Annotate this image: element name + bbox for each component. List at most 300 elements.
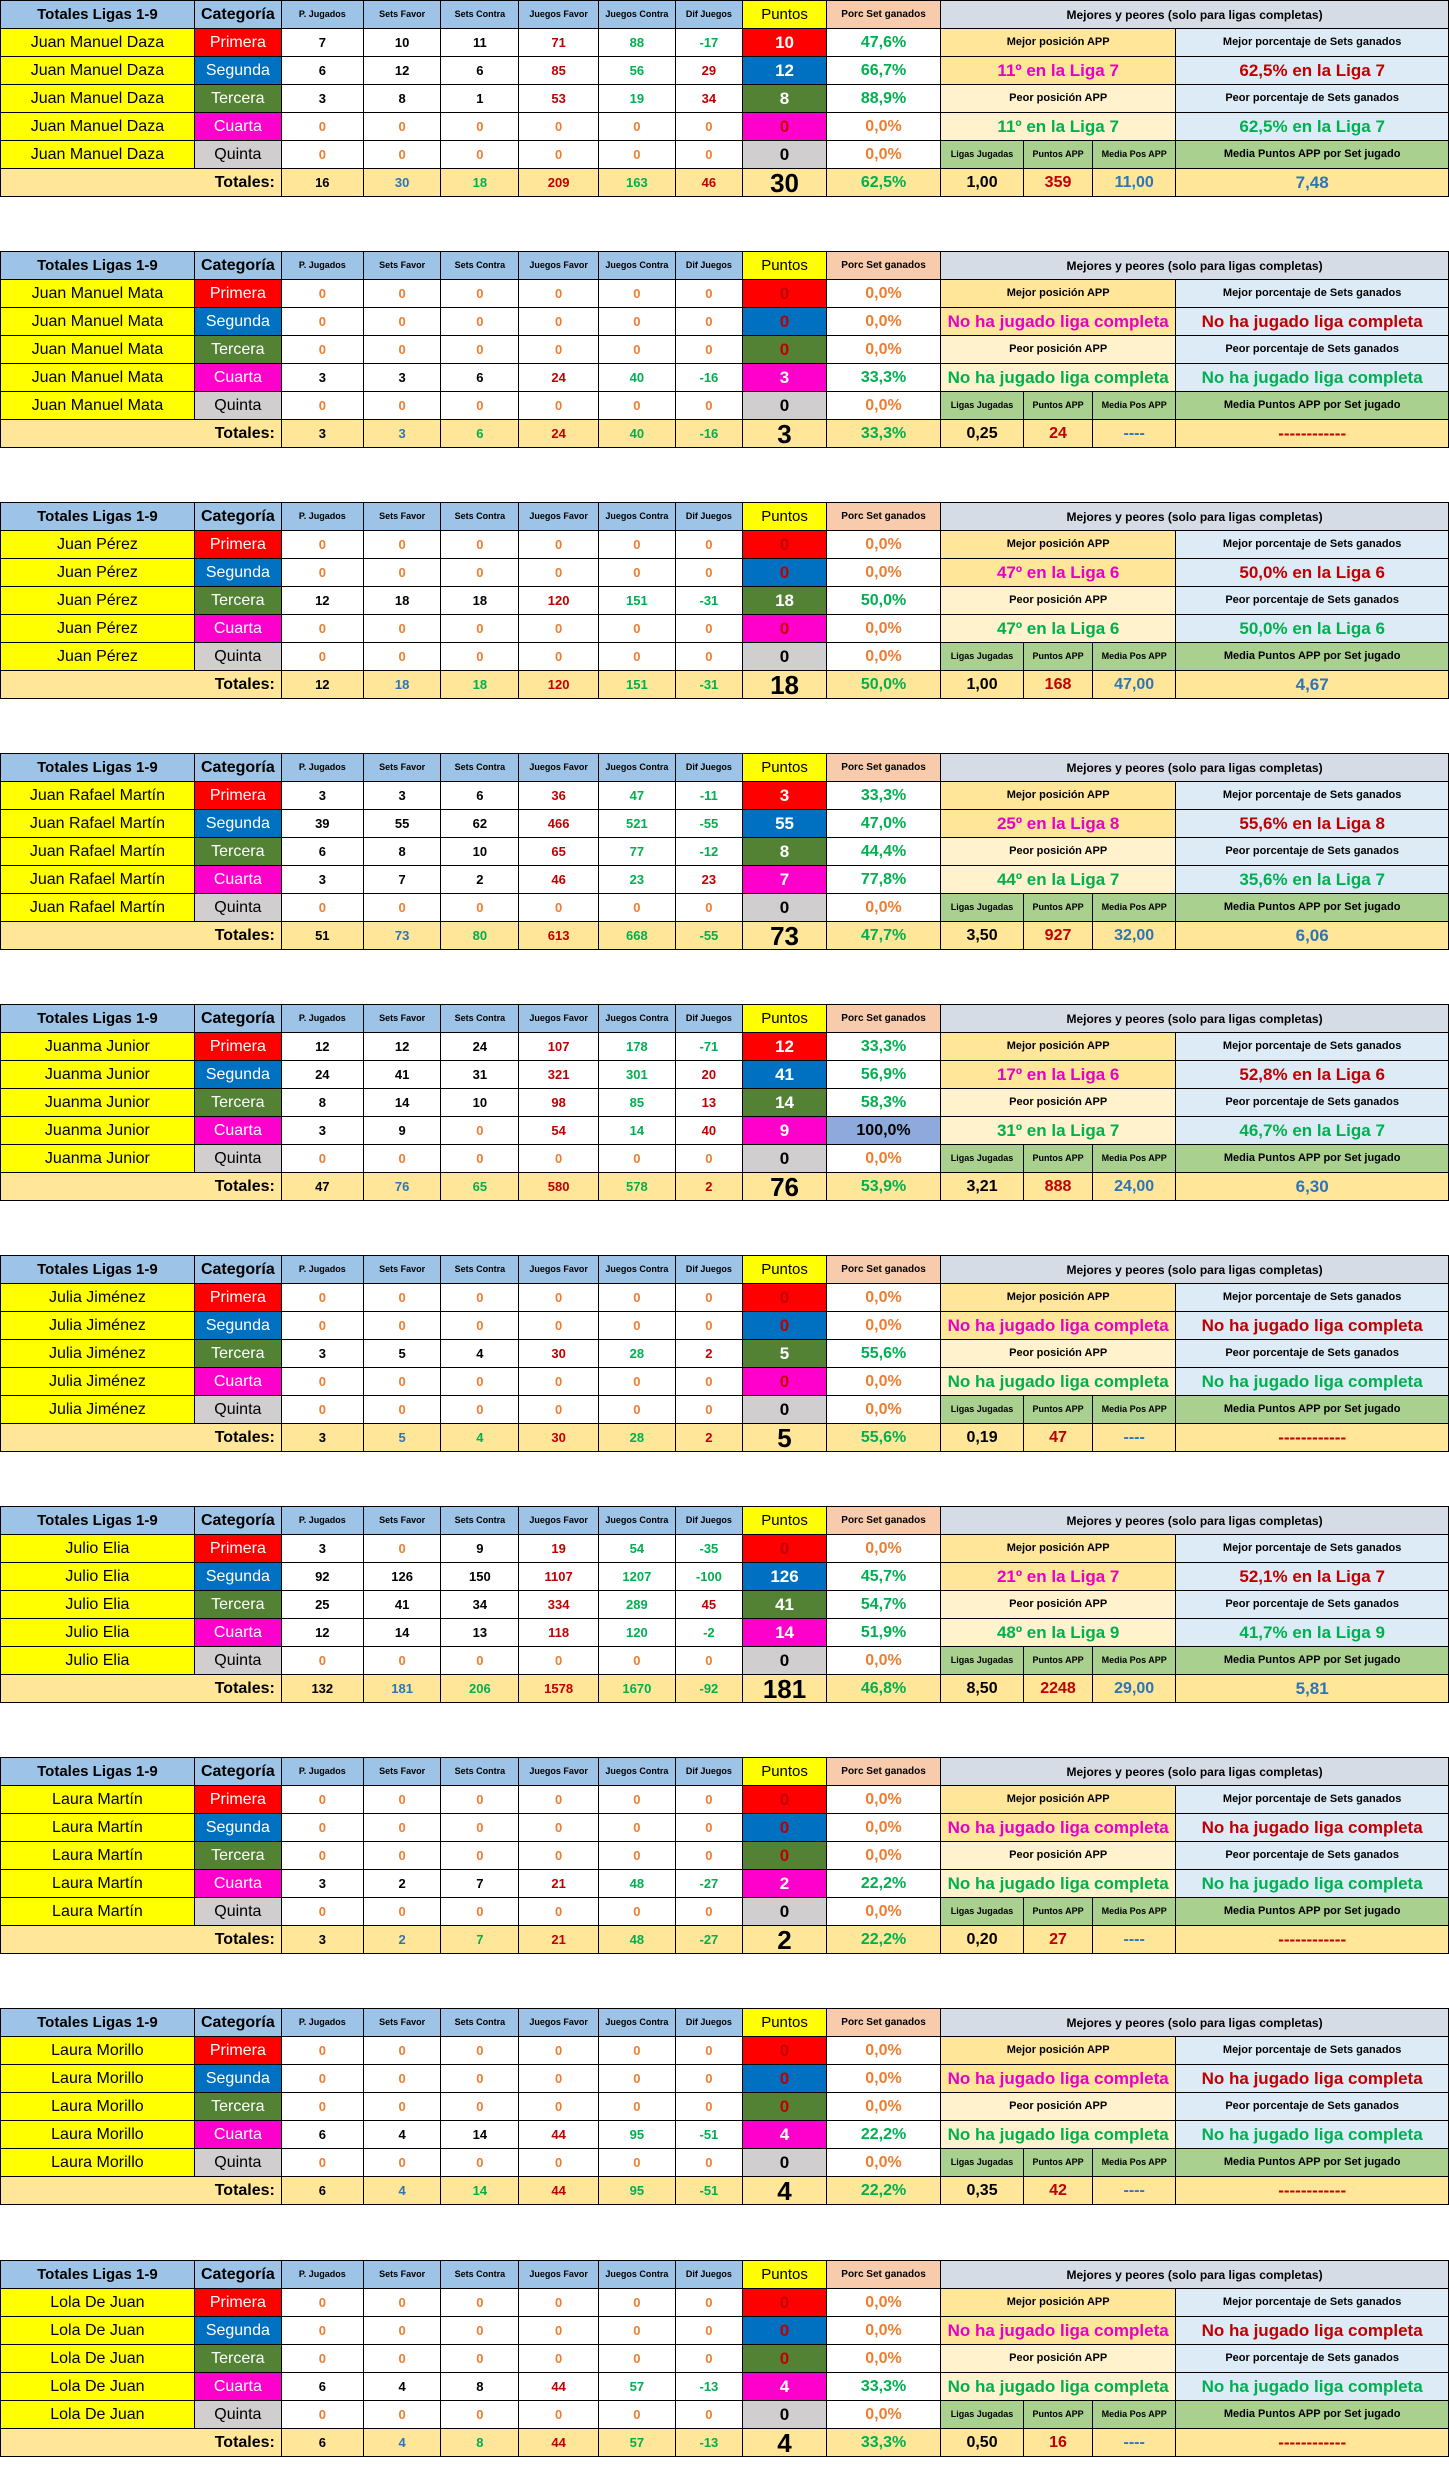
total-cell: 163: [599, 169, 676, 197]
table-row: [1, 1033, 1449, 1061]
worst-porc-value: No ha jugado liga completa: [1176, 2373, 1449, 2401]
porc-cell: 88,9%: [827, 85, 941, 113]
header-sets-favor: Sets Favor: [363, 2009, 441, 2037]
worst-porc-value: No ha jugado liga completa: [1176, 1870, 1449, 1898]
total-points: 4: [743, 2177, 827, 2205]
stat-cell: 0: [363, 1312, 441, 1340]
stat-cell: 41: [363, 1591, 441, 1619]
puntos-app-value: 888: [1024, 1173, 1093, 1200]
points-cell: 0: [743, 559, 827, 587]
stat-cell: 0: [519, 2093, 599, 2121]
stat-cell: 0: [599, 2289, 676, 2317]
stat-cell: -11: [675, 782, 742, 810]
puntos-app-label: Puntos APP: [1024, 1396, 1093, 1423]
stat-cell: 0: [281, 2401, 363, 2429]
stat-cell: 23: [599, 866, 676, 894]
total-cell: 14: [441, 2177, 519, 2205]
total-cell: 7: [441, 1926, 519, 1954]
total-cell: 6: [441, 420, 519, 448]
stat-cell: 3: [281, 782, 363, 810]
stat-cell: 0: [281, 643, 363, 671]
best-porc-label: Mejor porcentaje de Sets ganados: [1176, 1284, 1449, 1312]
header-jugados: P. Jugados: [281, 754, 363, 782]
stat-cell: 9: [363, 1117, 441, 1145]
header-jugados: P. Jugados: [281, 2261, 363, 2289]
worst-pos-label: Peor posición APP: [941, 1591, 1176, 1619]
category-segunda: Segunda: [194, 559, 281, 587]
header-title: Totales Ligas 1-9: [1, 1005, 195, 1033]
total-porc: 22,2%: [827, 1926, 941, 1954]
ligas-jugadas-value: 0,25: [941, 420, 1024, 447]
header-dif-juegos: Dif Juegos: [675, 2009, 742, 2037]
total-cell: 1578: [519, 1675, 599, 1703]
total-cell: 5: [363, 1424, 441, 1452]
header-sets-favor: Sets Favor: [363, 1758, 441, 1786]
best-pos-value: No ha jugado liga completa: [941, 1312, 1176, 1340]
player-stats-table: [0, 1004, 1449, 1201]
stat-cell: 0: [599, 280, 676, 308]
player-name: Lola De Juan: [1, 2345, 195, 2373]
points-cell: 0: [743, 1814, 827, 1842]
header-porc: Porc Set ganados: [827, 754, 941, 782]
worst-pos-value: 11º en la Liga 7: [941, 113, 1176, 141]
total-porc: 22,2%: [827, 2177, 941, 2205]
porc-cell: 0,0%: [827, 894, 941, 922]
stat-cell: 0: [599, 113, 676, 141]
stat-cell: 0: [281, 2065, 363, 2093]
header-porc: Porc Set ganados: [827, 252, 941, 280]
stat-cell: 0: [599, 894, 676, 922]
stat-cell: 20: [675, 1061, 742, 1089]
ligas-jugadas-value: 0,20: [941, 1926, 1024, 1953]
header-puntos: Puntos: [743, 2009, 827, 2037]
ligas-jugadas-label: Ligas Jugadas: [941, 1145, 1024, 1172]
stat-cell: 0: [599, 1368, 676, 1396]
stat-cell: 0: [441, 280, 519, 308]
header-jugados: P. Jugados: [281, 1507, 363, 1535]
best-pos-label: Mejor posición APP: [941, 531, 1176, 559]
total-cell: 21: [519, 1926, 599, 1954]
points-cell: 0: [743, 308, 827, 336]
player-name: Laura Martín: [1, 1870, 195, 1898]
media-pos-label: Media Pos APP: [1093, 2149, 1176, 2176]
header-juegos-favor: Juegos Favor: [519, 1256, 599, 1284]
stat-cell: 0: [519, 2289, 599, 2317]
media-puntos-label: Media Puntos APP por Set jugado: [1176, 894, 1449, 922]
points-cell: 0: [743, 2093, 827, 2121]
stat-cell: 40: [675, 1117, 742, 1145]
stat-cell: 85: [599, 1089, 676, 1117]
total-cell: 578: [599, 1173, 676, 1201]
stat-cell: 0: [441, 2317, 519, 2345]
stat-cell: 0: [363, 113, 441, 141]
category-cuarta: Cuarta: [194, 1870, 281, 1898]
stat-cell: 0: [363, 643, 441, 671]
worst-pos-value: No ha jugado liga completa: [941, 2373, 1176, 2401]
header-juegos-contra: Juegos Contra: [599, 1, 676, 29]
stat-cell: 0: [281, 141, 363, 169]
category-quinta: Quinta: [194, 1145, 281, 1173]
stat-cell: 0: [519, 308, 599, 336]
table-row: [1, 141, 1449, 169]
stat-cell: 0: [675, 2037, 742, 2065]
stat-cell: 2: [441, 866, 519, 894]
stat-cell: 47: [599, 782, 676, 810]
summary-subheader: [941, 1396, 1176, 1424]
ligas-jugadas-label: Ligas Jugadas: [941, 1898, 1024, 1925]
media-puntos-value: 6,30: [1176, 1173, 1449, 1201]
stat-cell: 98: [519, 1089, 599, 1117]
stat-cell: 0: [363, 1145, 441, 1173]
stat-cell: 2: [363, 1870, 441, 1898]
total-cell: 28: [599, 1424, 676, 1452]
best-pos-value: No ha jugado liga completa: [941, 308, 1176, 336]
table-row: [1, 1368, 1449, 1396]
puntos-app-label: Puntos APP: [1024, 392, 1093, 419]
stat-cell: 0: [281, 615, 363, 643]
points-cell: 0: [743, 2289, 827, 2317]
points-cell: 0: [743, 1368, 827, 1396]
puntos-app-value: 47: [1024, 1424, 1093, 1451]
player-block: [0, 0, 1449, 229]
stat-cell: 120: [519, 587, 599, 615]
header-jugados: P. Jugados: [281, 2009, 363, 2037]
stat-cell: 178: [599, 1033, 676, 1061]
points-cell: 0: [743, 336, 827, 364]
player-block: [0, 1506, 1449, 1735]
stat-cell: -27: [675, 1870, 742, 1898]
stat-cell: 0: [281, 894, 363, 922]
total-cell: 16: [281, 169, 363, 197]
table-row: [1, 308, 1449, 336]
table-row: [1, 1535, 1449, 1563]
header-porc: Porc Set ganados: [827, 1, 941, 29]
stat-cell: -17: [675, 29, 742, 57]
header-sets-favor: Sets Favor: [363, 1256, 441, 1284]
media-pos-value: 47,00: [1093, 671, 1176, 698]
summary-values: [941, 2429, 1176, 2457]
category-primera: Primera: [194, 280, 281, 308]
stat-cell: 0: [441, 1284, 519, 1312]
total-cell: 30: [519, 1424, 599, 1452]
totals-label: Totales:: [1, 1675, 282, 1703]
stat-cell: 0: [363, 1647, 441, 1675]
header-categoria: Categoría: [194, 1, 281, 29]
header-sets-contra: Sets Contra: [441, 1256, 519, 1284]
stat-cell: 0: [441, 308, 519, 336]
points-cell: 14: [743, 1619, 827, 1647]
stat-cell: 0: [441, 2149, 519, 2177]
player-name: Juan Manuel Mata: [1, 336, 195, 364]
puntos-app-label: Puntos APP: [1024, 894, 1093, 921]
stat-cell: 48: [599, 1870, 676, 1898]
stat-cell: 0: [599, 2401, 676, 2429]
totals-label: Totales:: [1, 2177, 282, 2205]
porc-cell: 22,2%: [827, 2121, 941, 2149]
header-title: Totales Ligas 1-9: [1, 252, 195, 280]
stat-cell: 0: [441, 643, 519, 671]
total-cell: 3: [281, 1926, 363, 1954]
stat-cell: 0: [441, 559, 519, 587]
header-sets-favor: Sets Favor: [363, 754, 441, 782]
stat-cell: 0: [519, 113, 599, 141]
best-pos-label: Mejor posición APP: [941, 1535, 1176, 1563]
stat-cell: 10: [363, 29, 441, 57]
player-stats-table: [0, 502, 1449, 699]
ligas-jugadas-value: 3,21: [941, 1173, 1024, 1200]
category-segunda: Segunda: [194, 810, 281, 838]
worst-pos-label: Peor posición APP: [941, 85, 1176, 113]
stat-cell: 0: [519, 1647, 599, 1675]
points-cell: 0: [743, 1145, 827, 1173]
player-block: [0, 2008, 1449, 2237]
stat-cell: 5: [363, 1340, 441, 1368]
table-row: [1, 1145, 1449, 1173]
total-cell: 181: [363, 1675, 441, 1703]
worst-pos-label: Peor posición APP: [941, 1089, 1176, 1117]
stat-cell: 0: [599, 2317, 676, 2345]
total-points: 181: [743, 1675, 827, 1703]
stat-cell: 0: [363, 2037, 441, 2065]
table-row: [1, 2401, 1449, 2429]
player-stats-table: [0, 1506, 1449, 1703]
stat-cell: 7: [363, 866, 441, 894]
total-cell: 4: [441, 1424, 519, 1452]
total-cell: 580: [519, 1173, 599, 1201]
player-name: Juan Pérez: [1, 531, 195, 559]
player-name: Lola De Juan: [1, 2373, 195, 2401]
category-segunda: Segunda: [194, 1312, 281, 1340]
category-tercera: Tercera: [194, 1842, 281, 1870]
player-name: Laura Morillo: [1, 2093, 195, 2121]
category-segunda: Segunda: [194, 1563, 281, 1591]
stat-cell: 0: [599, 1647, 676, 1675]
total-cell: 44: [519, 2429, 599, 2457]
category-quinta: Quinta: [194, 2149, 281, 2177]
player-name: Juanma Junior: [1, 1061, 195, 1089]
worst-pos-label: Peor posición APP: [941, 2093, 1176, 2121]
stat-cell: 14: [363, 1619, 441, 1647]
header-categoria: Categoría: [194, 1758, 281, 1786]
stat-cell: 0: [675, 2093, 742, 2121]
stat-cell: 0: [599, 531, 676, 559]
header-sets-contra: Sets Contra: [441, 2009, 519, 2037]
porc-cell: 0,0%: [827, 2317, 941, 2345]
porc-cell: 54,7%: [827, 1591, 941, 1619]
table-row: [1, 1563, 1449, 1591]
puntos-app-value: 24: [1024, 420, 1093, 447]
stat-cell: -51: [675, 2121, 742, 2149]
stat-cell: 53: [519, 85, 599, 113]
media-pos-label: Media Pos APP: [1093, 392, 1176, 419]
worst-pos-label: Peor posición APP: [941, 1340, 1176, 1368]
worst-porc-value: 46,7% en la Liga 7: [1176, 1117, 1449, 1145]
category-cuarta: Cuarta: [194, 866, 281, 894]
total-cell: 48: [599, 1926, 676, 1954]
category-primera: Primera: [194, 2037, 281, 2065]
table-row: [1, 280, 1449, 308]
stat-cell: 289: [599, 1591, 676, 1619]
worst-pos-label: Peor posición APP: [941, 336, 1176, 364]
total-porc: 50,0%: [827, 671, 941, 699]
porc-cell: 0,0%: [827, 559, 941, 587]
stat-cell: 8: [363, 838, 441, 866]
points-cell: 4: [743, 2121, 827, 2149]
header-mejores: Mejores y peores (solo para ligas completas): [941, 754, 1449, 782]
total-cell: 24: [519, 420, 599, 448]
stat-cell: 0: [441, 113, 519, 141]
media-puntos-value: 7,48: [1176, 169, 1449, 197]
category-segunda: Segunda: [194, 1814, 281, 1842]
points-cell: 0: [743, 280, 827, 308]
points-cell: 10: [743, 29, 827, 57]
category-quinta: Quinta: [194, 2401, 281, 2429]
header-puntos: Puntos: [743, 1507, 827, 1535]
category-tercera: Tercera: [194, 336, 281, 364]
player-name: Laura Martín: [1, 1842, 195, 1870]
total-cell: -13: [675, 2429, 742, 2457]
stat-cell: 0: [675, 559, 742, 587]
stat-cell: 7: [281, 29, 363, 57]
stat-cell: 0: [599, 1312, 676, 1340]
stat-cell: 0: [599, 615, 676, 643]
stat-cell: 0: [363, 392, 441, 420]
header-juegos-contra: Juegos Contra: [599, 1005, 676, 1033]
stat-cell: 41: [363, 1061, 441, 1089]
stat-cell: 0: [519, 1786, 599, 1814]
media-puntos-value: ------------: [1176, 420, 1449, 448]
best-pos-value: No ha jugado liga completa: [941, 1814, 1176, 1842]
worst-porc-label: Peor porcentaje de Sets ganados: [1176, 85, 1449, 113]
total-cell: 73: [363, 922, 441, 950]
points-cell: 0: [743, 531, 827, 559]
header-jugados: P. Jugados: [281, 1, 363, 29]
stat-cell: 85: [519, 57, 599, 85]
media-puntos-value: ------------: [1176, 1424, 1449, 1452]
total-cell: 209: [519, 169, 599, 197]
totals-label: Totales:: [1, 1926, 282, 1954]
porc-cell: 0,0%: [827, 1368, 941, 1396]
stat-cell: 0: [675, 1898, 742, 1926]
stat-cell: 0: [599, 2149, 676, 2177]
worst-pos-value: No ha jugado liga completa: [941, 1368, 1176, 1396]
media-pos-value: 11,00: [1093, 169, 1176, 196]
stat-cell: 0: [599, 1814, 676, 1842]
stat-cell: 0: [363, 1814, 441, 1842]
category-quinta: Quinta: [194, 1898, 281, 1926]
stat-cell: 150: [441, 1563, 519, 1591]
stat-cell: 8: [363, 85, 441, 113]
header-juegos-favor: Juegos Favor: [519, 252, 599, 280]
table-row: [1, 866, 1449, 894]
porc-cell: 77,8%: [827, 866, 941, 894]
worst-porc-label: Peor porcentaje de Sets ganados: [1176, 2093, 1449, 2121]
stat-cell: 0: [519, 336, 599, 364]
stat-cell: 0: [363, 336, 441, 364]
header-sets-contra: Sets Contra: [441, 1758, 519, 1786]
total-cell: 3: [281, 1424, 363, 1452]
stat-cell: 0: [519, 615, 599, 643]
ligas-jugadas-label: Ligas Jugadas: [941, 392, 1024, 419]
stat-cell: 0: [363, 1396, 441, 1424]
category-segunda: Segunda: [194, 2065, 281, 2093]
media-puntos-value: 5,81: [1176, 1675, 1449, 1703]
totals-row: [1, 169, 1449, 197]
header-mejores: Mejores y peores (solo para ligas completas): [941, 2261, 1449, 2289]
player-name: Laura Morillo: [1, 2037, 195, 2065]
stat-cell: 12: [281, 587, 363, 615]
total-cell: 3: [281, 420, 363, 448]
total-porc: 33,3%: [827, 420, 941, 448]
points-cell: 126: [743, 1563, 827, 1591]
stat-cell: 0: [519, 280, 599, 308]
header-dif-juegos: Dif Juegos: [675, 1758, 742, 1786]
stat-cell: 31: [441, 1061, 519, 1089]
best-pos-value: 11º en la Liga 7: [941, 57, 1176, 85]
stat-cell: 36: [519, 782, 599, 810]
best-pos-label: Mejor posición APP: [941, 1033, 1176, 1061]
stat-cell: 8: [281, 1089, 363, 1117]
category-quinta: Quinta: [194, 894, 281, 922]
worst-pos-value: 47º en la Liga 6: [941, 615, 1176, 643]
total-porc: 62,5%: [827, 169, 941, 197]
best-porc-value: No ha jugado liga completa: [1176, 2065, 1449, 2093]
category-tercera: Tercera: [194, 85, 281, 113]
stat-cell: 7: [441, 1870, 519, 1898]
table-row: [1, 336, 1449, 364]
category-primera: Primera: [194, 1284, 281, 1312]
stat-cell: -35: [675, 1535, 742, 1563]
stat-cell: 0: [675, 308, 742, 336]
points-cell: 8: [743, 838, 827, 866]
header-sets-favor: Sets Favor: [363, 1507, 441, 1535]
stat-cell: 0: [519, 2401, 599, 2429]
summary-values: [941, 1675, 1176, 1703]
best-porc-label: Mejor porcentaje de Sets ganados: [1176, 1786, 1449, 1814]
total-porc: 53,9%: [827, 1173, 941, 1201]
stat-cell: 57: [599, 2373, 676, 2401]
category-quinta: Quinta: [194, 141, 281, 169]
stat-cell: 46: [519, 866, 599, 894]
stat-cell: 120: [599, 1619, 676, 1647]
stat-cell: 0: [599, 559, 676, 587]
points-cell: 0: [743, 1647, 827, 1675]
header-porc: Porc Set ganados: [827, 1758, 941, 1786]
ligas-jugadas-value: 0,50: [941, 2429, 1024, 2456]
stat-cell: 0: [363, 1786, 441, 1814]
stat-cell: 44: [519, 2121, 599, 2149]
points-cell: 0: [743, 643, 827, 671]
porc-cell: 0,0%: [827, 1842, 941, 1870]
header-porc: Porc Set ganados: [827, 1256, 941, 1284]
stat-cell: 0: [281, 1396, 363, 1424]
player-name: Julio Elia: [1, 1563, 195, 1591]
stat-cell: 6: [281, 2121, 363, 2149]
porc-cell: 0,0%: [827, 1396, 941, 1424]
media-puntos-label: Media Puntos APP por Set jugado: [1176, 1145, 1449, 1173]
table-row: [1, 1842, 1449, 1870]
points-cell: 0: [743, 1786, 827, 1814]
player-name: Juan Manuel Mata: [1, 364, 195, 392]
category-cuarta: Cuarta: [194, 113, 281, 141]
stat-cell: 0: [441, 1117, 519, 1145]
player-stats-table: [0, 2260, 1449, 2457]
stat-cell: 0: [441, 392, 519, 420]
header-mejores: Mejores y peores (solo para ligas completas): [941, 1507, 1449, 1535]
media-puntos-value: ------------: [1176, 1926, 1449, 1954]
category-cuarta: Cuarta: [194, 1619, 281, 1647]
header-categoria: Categoría: [194, 503, 281, 531]
